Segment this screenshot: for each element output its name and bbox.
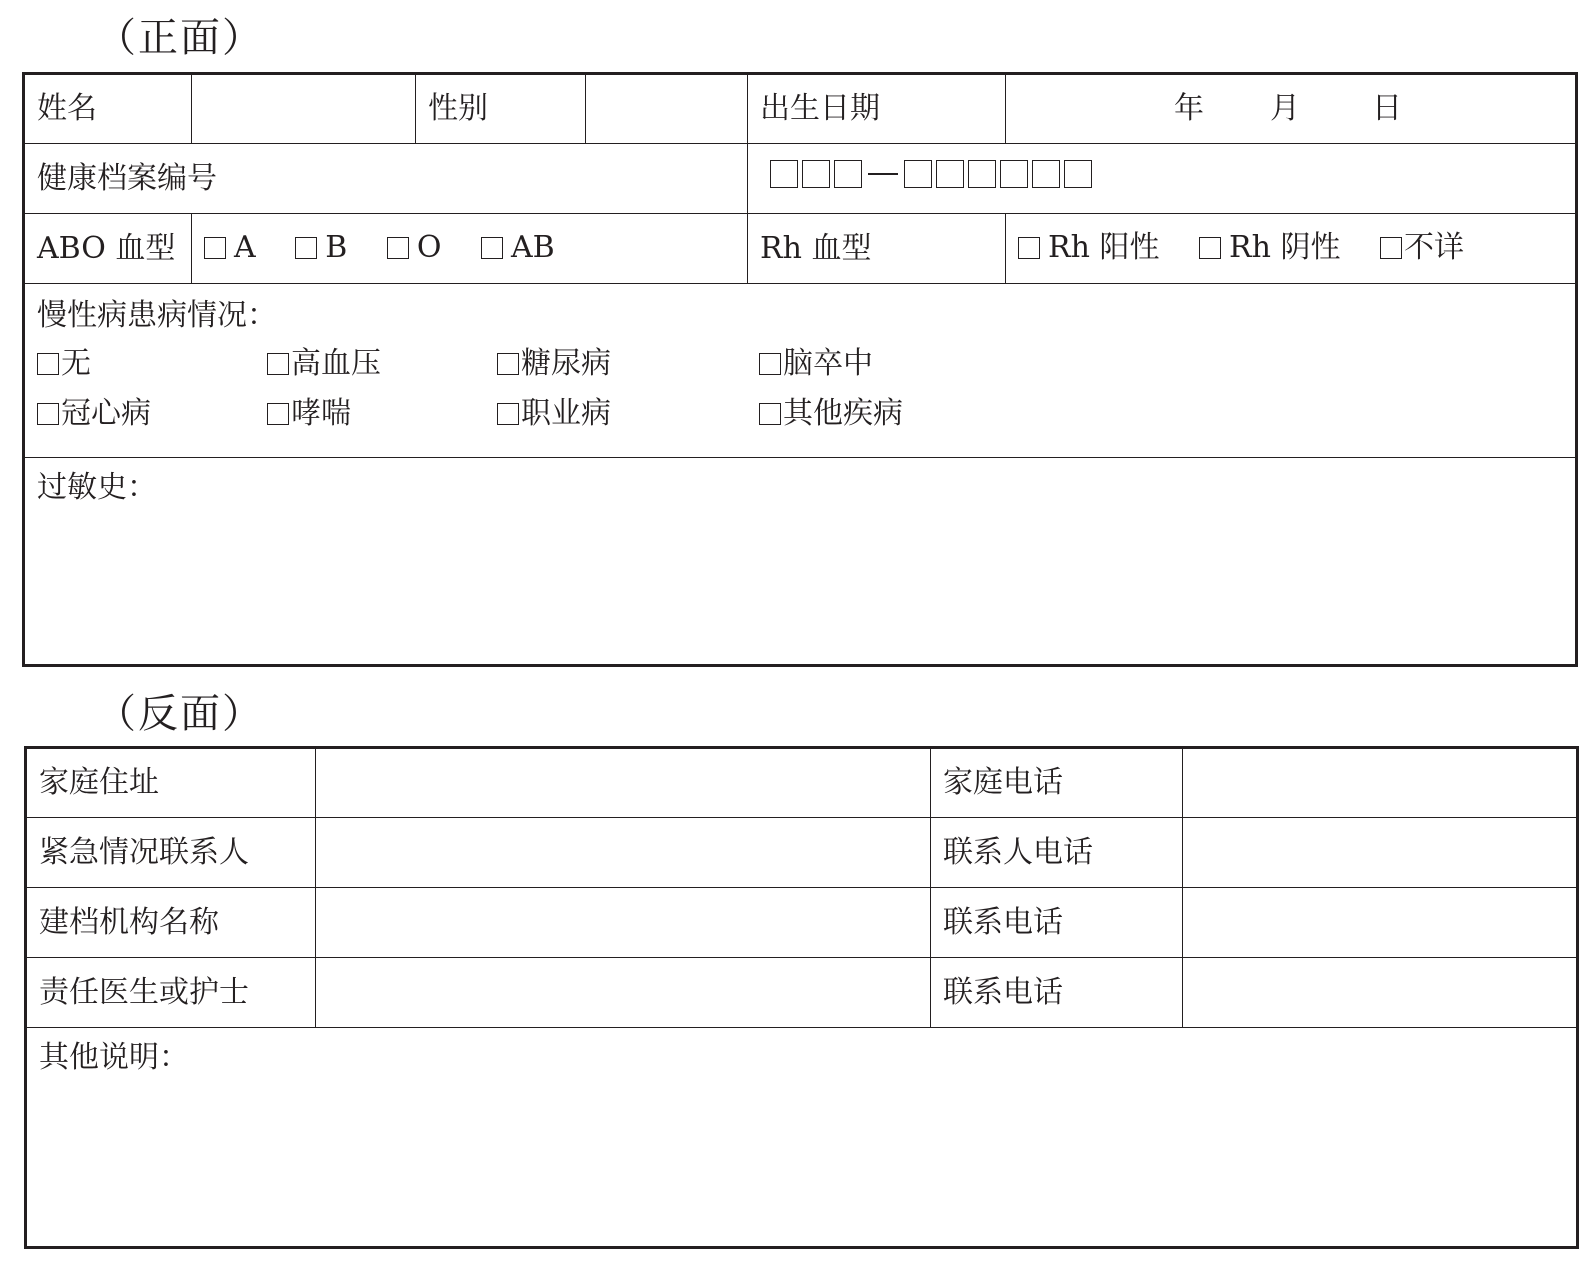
checkbox[interactable] — [204, 237, 226, 259]
rh-option-negative[interactable]: Rh 阴性 — [1199, 230, 1340, 266]
front-side-title: （正面） — [96, 15, 264, 61]
emergency-contact-field[interactable] — [316, 818, 931, 888]
contact-phone-field[interactable] — [1183, 818, 1578, 888]
chronic-disease-label: 慢性病患病情况： — [37, 298, 277, 333]
doctor-phone-field[interactable] — [1183, 958, 1578, 1028]
gender-field[interactable] — [586, 74, 748, 144]
birth-year-label: 年 — [1174, 91, 1204, 126]
checkbox[interactable] — [387, 237, 409, 259]
contact-phone-label: 联系人电话 — [931, 818, 1183, 888]
chronic-option-other[interactable]: 其他疾病 — [759, 396, 979, 432]
rh-option-unknown[interactable]: 不详 — [1380, 230, 1464, 266]
record-number-label: 健康档案编号 — [24, 144, 748, 214]
abo-blood-type-label: ABO 血型 — [24, 214, 192, 284]
chronic-option-diabetes[interactable]: 糖尿病 — [497, 346, 759, 382]
home-address-field[interactable] — [316, 748, 931, 818]
chronic-option-none[interactable]: 无 — [37, 346, 267, 382]
name-label: 姓名 — [24, 74, 192, 144]
digit-box[interactable] — [936, 160, 964, 188]
home-phone-label: 家庭电话 — [931, 748, 1183, 818]
digit-box[interactable] — [968, 160, 996, 188]
checkbox[interactable] — [295, 237, 317, 259]
chronic-disease-section — [24, 284, 1577, 458]
doctor-nurse-label: 责任医生或护士 — [26, 958, 316, 1028]
birth-day-label: 日 — [1372, 91, 1402, 126]
rh-blood-type-options — [1006, 214, 1577, 284]
abo-option-ab[interactable]: AB — [481, 230, 555, 266]
checkbox[interactable] — [481, 237, 503, 259]
abo-option-o[interactable]: O — [387, 230, 442, 266]
emergency-contact-label: 紧急情况联系人 — [26, 818, 316, 888]
digit-box[interactable] — [770, 160, 798, 188]
separator-dash — [868, 173, 898, 175]
institution-phone-field[interactable] — [1183, 888, 1578, 958]
gender-label: 性别 — [416, 74, 586, 144]
home-phone-field[interactable] — [1183, 748, 1578, 818]
other-notes-field[interactable] — [26, 1028, 1578, 1248]
checkbox[interactable] — [759, 353, 781, 375]
digit-box[interactable] — [904, 160, 932, 188]
institution-name-label: 建档机构名称 — [26, 888, 316, 958]
abo-option-a[interactable]: A — [204, 230, 256, 266]
back-side-title: （反面） — [96, 691, 264, 737]
checkbox[interactable] — [37, 353, 59, 375]
chronic-option-occupational[interactable]: 职业病 — [497, 396, 759, 432]
chronic-option-asthma[interactable]: 哮喘 — [267, 396, 497, 432]
digit-box[interactable] — [802, 160, 830, 188]
other-notes-label: 其他说明： — [39, 1040, 189, 1075]
checkbox[interactable] — [759, 403, 781, 425]
rh-option-positive[interactable]: Rh 阳性 — [1018, 230, 1159, 266]
checkbox[interactable] — [1380, 237, 1402, 259]
digit-box[interactable] — [1032, 160, 1060, 188]
chronic-disease-options — [37, 346, 1575, 432]
chronic-option-coronary[interactable]: 冠心病 — [37, 396, 267, 432]
back-side-table — [24, 746, 1579, 1249]
birth-date-label: 出生日期 — [748, 74, 1006, 144]
allergy-history-field[interactable] — [24, 458, 1577, 666]
checkbox[interactable] — [1199, 237, 1221, 259]
checkbox[interactable] — [497, 353, 519, 375]
birth-date-field[interactable] — [1006, 74, 1577, 144]
abo-blood-type-options — [192, 214, 748, 284]
doctor-nurse-field[interactable] — [316, 958, 931, 1028]
digit-box[interactable] — [1000, 160, 1028, 188]
home-address-label: 家庭住址 — [26, 748, 316, 818]
checkbox[interactable] — [1018, 237, 1040, 259]
checkbox[interactable] — [497, 403, 519, 425]
rh-blood-type-label: Rh 血型 — [748, 214, 1006, 284]
name-field[interactable] — [192, 74, 416, 144]
record-number-field[interactable] — [748, 144, 1577, 214]
birth-month-label: 月 — [1270, 91, 1300, 126]
abo-option-b[interactable]: B — [295, 230, 347, 266]
allergy-history-label: 过敏史： — [37, 470, 157, 505]
checkbox[interactable] — [267, 353, 289, 375]
institution-phone-label: 联系电话 — [931, 888, 1183, 958]
checkbox[interactable] — [267, 403, 289, 425]
doctor-phone-label: 联系电话 — [931, 958, 1183, 1028]
digit-box[interactable] — [834, 160, 862, 188]
chronic-option-stroke[interactable]: 脑卒中 — [759, 346, 979, 382]
record-number-boxes[interactable] — [770, 160, 1092, 188]
chronic-option-hypertension[interactable]: 高血压 — [267, 346, 497, 382]
checkbox[interactable] — [37, 403, 59, 425]
front-side-table — [22, 72, 1578, 667]
institution-name-field[interactable] — [316, 888, 931, 958]
digit-box[interactable] — [1064, 160, 1092, 188]
